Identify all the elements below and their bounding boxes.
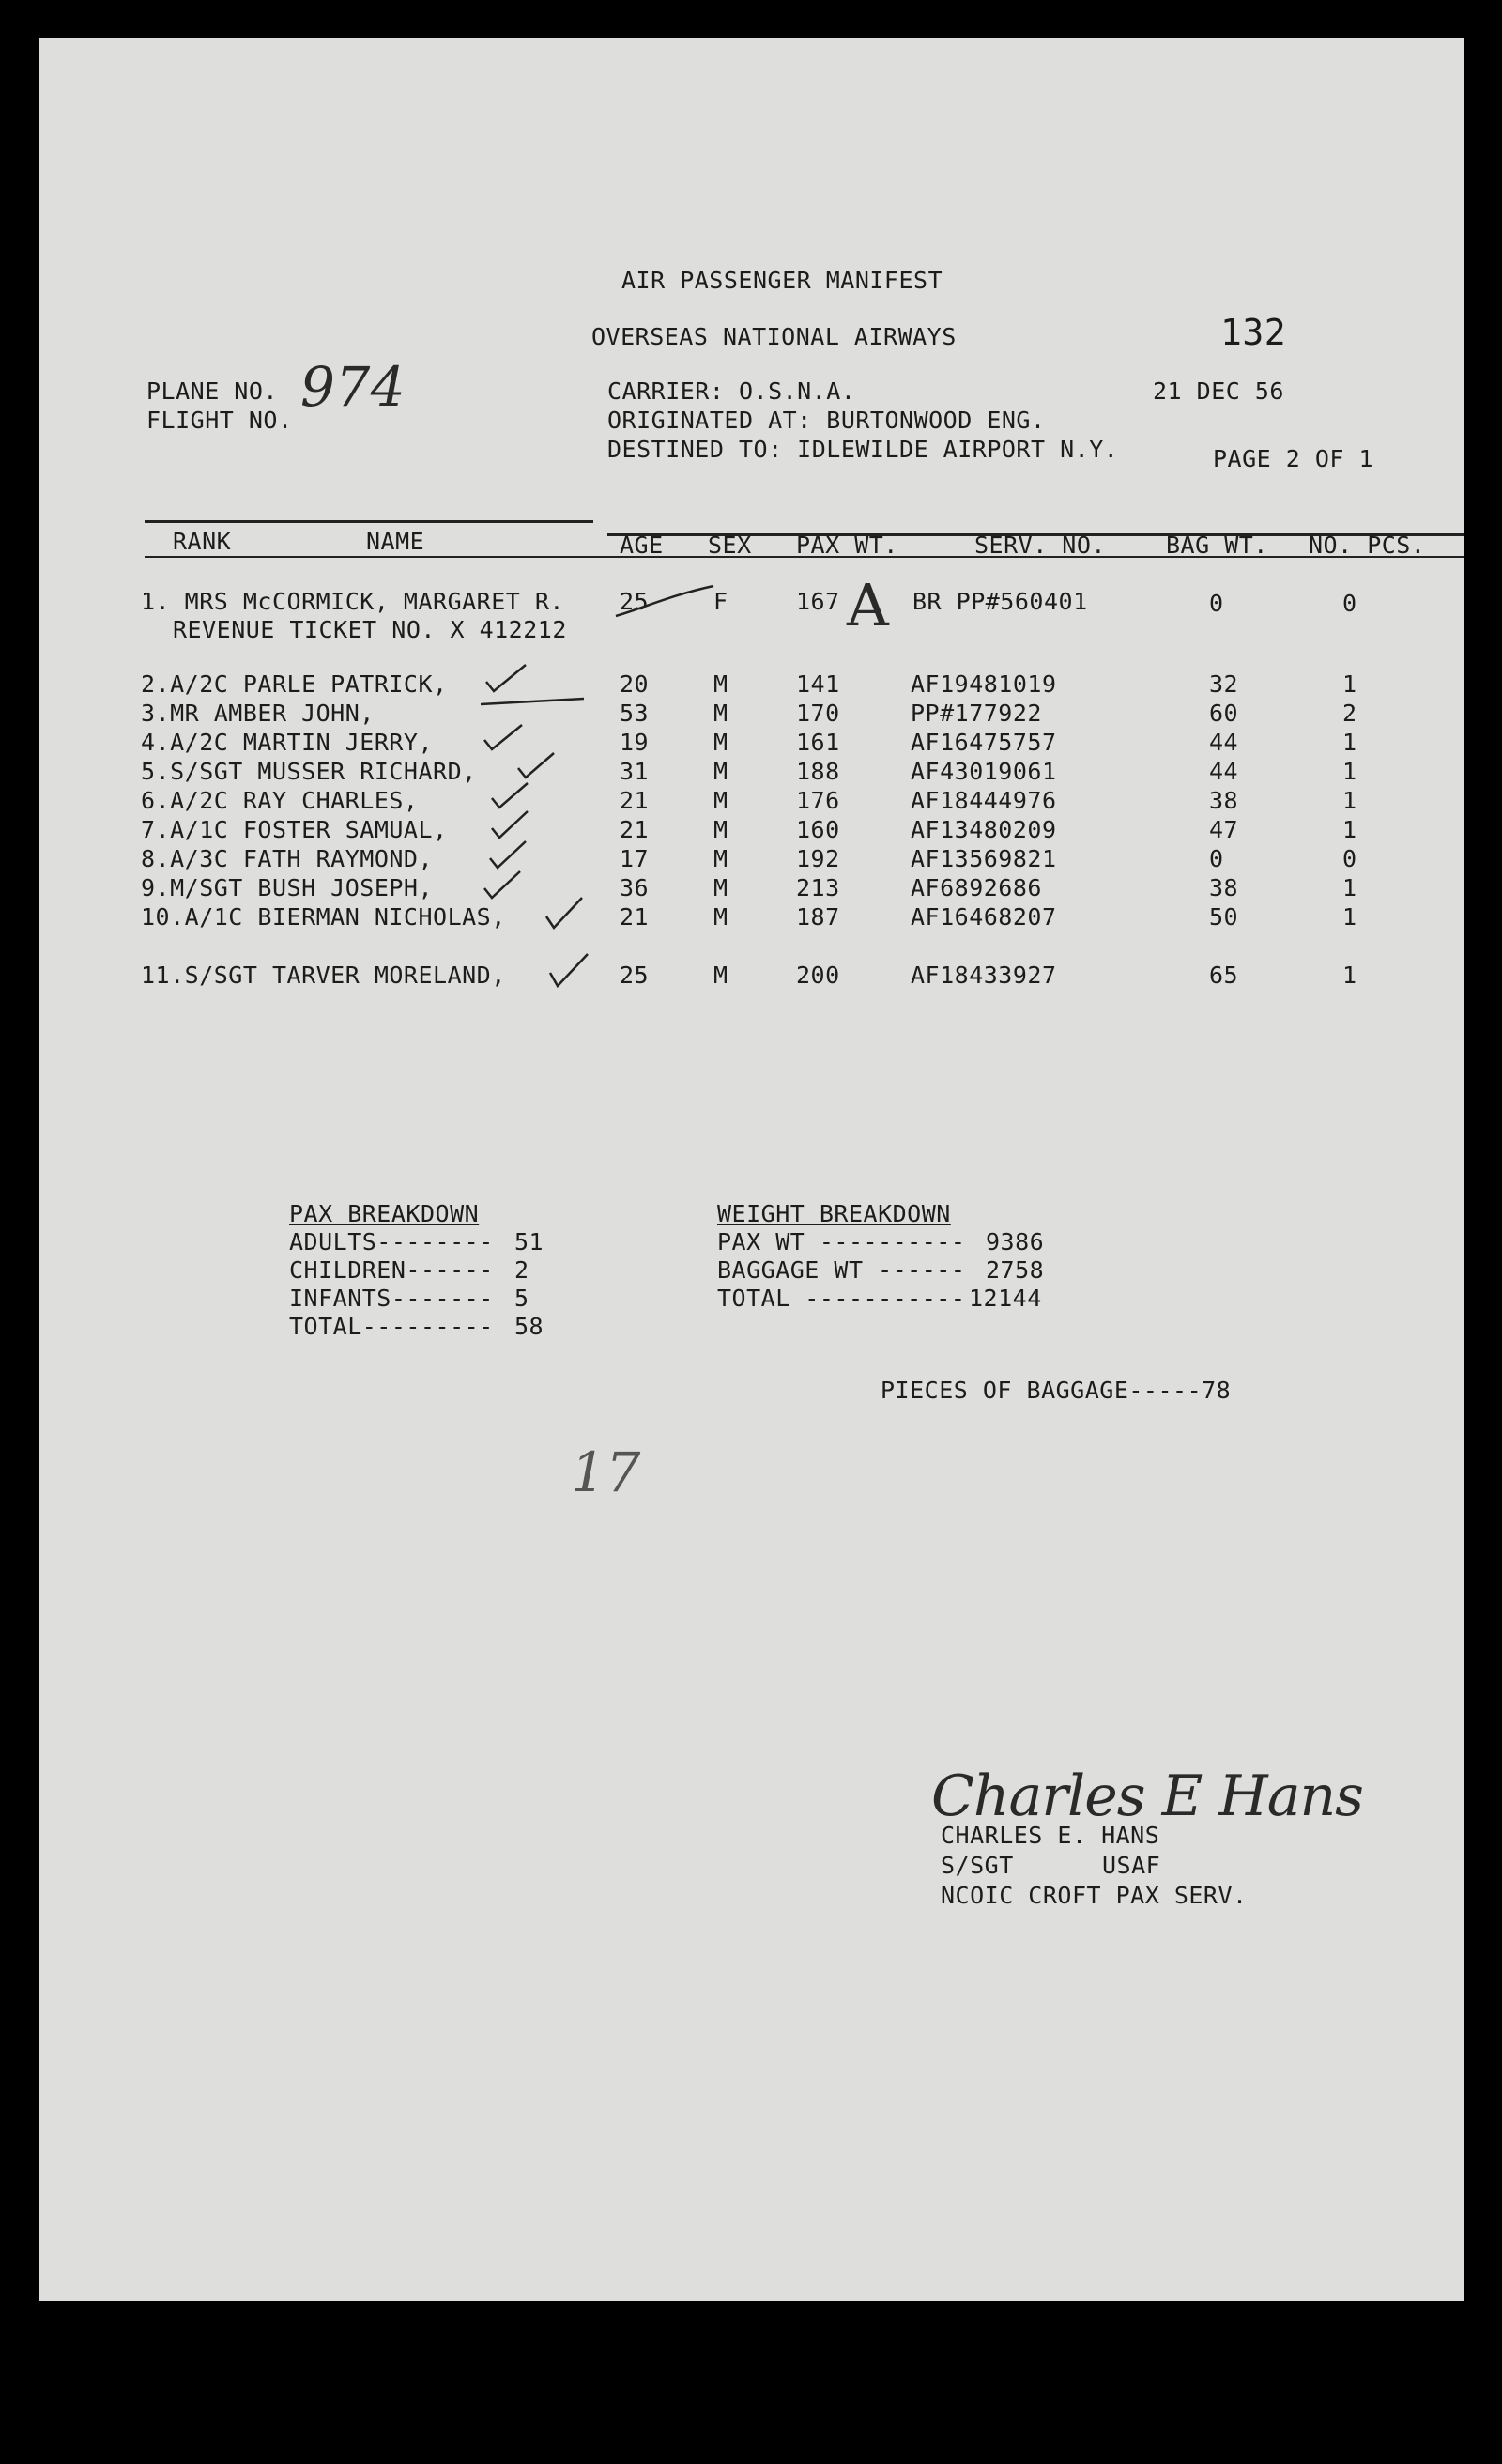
entry-1-pax-wt: 167 (796, 588, 840, 615)
row-age: 25 (620, 962, 650, 989)
row-pax-wt: 187 (796, 903, 840, 931)
row-sex: M (713, 874, 728, 901)
adults-label: ADULTS-------- (289, 1228, 494, 1255)
row-sex: M (713, 962, 728, 989)
row-sex: M (713, 845, 728, 872)
row-name: 7.A/1C FOSTER SAMUAL, (141, 816, 448, 843)
check-marks (481, 657, 593, 1033)
handwritten-note: 17 (571, 1440, 641, 1504)
row-bag-wt: 47 (1209, 816, 1239, 843)
manifest-page (39, 38, 1464, 2301)
signer-rank: S/SGT (941, 1852, 1014, 1879)
row-bag-wt: 32 (1209, 670, 1239, 698)
destination: DESTINED TO: IDLEWILDE AIRPORT N.Y. (607, 436, 1119, 463)
signature-script: Charles E Hans (931, 1763, 1363, 1829)
baggage-weight-label: BAGGAGE WT ------ (717, 1256, 966, 1284)
col-bag-wt: BAG WT. (1166, 531, 1268, 559)
row-serv-no: AF13480209 (911, 816, 1057, 843)
row-sex: M (713, 729, 728, 756)
row-age: 31 (620, 758, 650, 785)
row-bag-wt: 38 (1209, 874, 1239, 901)
row-name: 8.A/3C FATH RAYMOND, (141, 845, 434, 872)
plane-number-handwritten: 974 (300, 355, 406, 419)
row-name: 2.A/2C PARLE PATRICK, (141, 670, 448, 698)
row-pcs: 1 (1342, 874, 1357, 901)
row-age: 17 (620, 845, 650, 872)
entry-1-age: 25 (620, 588, 650, 615)
pax-weight-label: PAX WT ---------- (717, 1228, 966, 1255)
row-sex: M (713, 787, 728, 814)
pax-breakdown-title: PAX BREAKDOWN (289, 1200, 480, 1227)
row-name: 6.A/2C RAY CHARLES, (141, 787, 419, 814)
row-serv-no: AF19481019 (911, 670, 1057, 698)
table-row (141, 845, 1455, 875)
col-serv-no: SERV. NO. (974, 531, 1106, 559)
document-number: 132 (1220, 312, 1287, 353)
row-pax-wt: 170 (796, 700, 840, 727)
row-age: 36 (620, 874, 650, 901)
entry-1-handwritten-mark: A (847, 571, 890, 639)
table-row (141, 962, 1455, 992)
row-bag-wt: 44 (1209, 758, 1239, 785)
entry-1-serv-no: BR PP#560401 (912, 588, 1088, 615)
pax-weight-value: 9386 (986, 1228, 1045, 1255)
row-sex: M (713, 758, 728, 785)
weight-total-label: TOTAL ----------- (717, 1285, 966, 1312)
signer-name: CHARLES E. HANS (941, 1822, 1160, 1849)
row-pax-wt: 200 (796, 962, 840, 989)
row-pcs: 1 (1342, 962, 1357, 989)
row-pcs: 1 (1342, 787, 1357, 814)
row-sex: M (713, 903, 728, 931)
col-sex: SEX (708, 531, 752, 559)
row-serv-no: AF18433927 (911, 962, 1057, 989)
page-number: PAGE 2 OF 1 (1213, 445, 1374, 472)
row-serv-no: AF13569821 (911, 845, 1057, 872)
row-sex: M (713, 670, 728, 698)
table-row (141, 903, 1455, 933)
header-rule-left (145, 520, 593, 523)
row-name: 5.S/SGT MUSSER RICHARD, (141, 758, 477, 785)
carrier: CARRIER: O.S.N.A. (607, 377, 856, 405)
children-label: CHILDREN------ (289, 1256, 494, 1284)
infants-label: INFANTS------- (289, 1285, 494, 1312)
row-serv-no: AF16475757 (911, 729, 1057, 756)
entry-1-name: 1. MRS McCORMICK, MARGARET R. (141, 588, 564, 615)
row-bag-wt: 0 (1209, 845, 1224, 872)
row-age: 21 (620, 816, 650, 843)
col-name: NAME (366, 528, 425, 555)
table-row (141, 758, 1455, 788)
plane-label: PLANE NO. (146, 377, 278, 405)
row-name: 9.M/SGT BUSH JOSEPH, (141, 874, 434, 901)
row-bag-wt: 44 (1209, 729, 1239, 756)
row-sex: M (713, 816, 728, 843)
row-pax-wt: 141 (796, 670, 840, 698)
signer-title: NCOIC CROFT PAX SERV. (941, 1882, 1248, 1909)
table-row (141, 816, 1455, 846)
row-bag-wt: 38 (1209, 787, 1239, 814)
row-pcs: 1 (1342, 729, 1357, 756)
row-pax-wt: 192 (796, 845, 840, 872)
pieces-of-baggage: PIECES OF BAGGAGE-----78 (881, 1377, 1232, 1404)
row-pax-wt: 161 (796, 729, 840, 756)
table-row (141, 787, 1455, 817)
row-pcs: 1 (1342, 816, 1357, 843)
flight-label: FLIGHT NO. (146, 407, 293, 434)
row-pcs: 1 (1342, 903, 1357, 931)
table-row (141, 700, 1455, 730)
weight-breakdown-title: WEIGHT BREAKDOWN (717, 1200, 951, 1227)
entry-1-ticket: REVENUE TICKET NO. X 412212 (173, 616, 567, 643)
row-sex: M (713, 700, 728, 727)
entry-1-pcs: 0 (1342, 590, 1357, 617)
pax-total-value: 58 (514, 1313, 544, 1340)
row-age: 19 (620, 729, 650, 756)
signer-service: USAF (1102, 1852, 1161, 1879)
row-pax-wt: 176 (796, 787, 840, 814)
entry-1-bag-wt: 0 (1209, 590, 1224, 617)
pax-total-label: TOTAL--------- (289, 1313, 494, 1340)
children-value: 2 (514, 1256, 529, 1284)
date: 21 DEC 56 (1153, 377, 1284, 405)
baggage-weight-value: 2758 (986, 1256, 1045, 1284)
row-pcs: 1 (1342, 670, 1357, 698)
row-name: 11.S/SGT TARVER MORELAND, (141, 962, 506, 989)
row-serv-no: AF16468207 (911, 903, 1057, 931)
row-bag-wt: 65 (1209, 962, 1239, 989)
airline-name: OVERSEAS NATIONAL AIRWAYS (591, 323, 957, 350)
row-bag-wt: 60 (1209, 700, 1239, 727)
col-no-pcs: NO. PCS. (1309, 531, 1426, 559)
row-serv-no: PP#177922 (911, 700, 1042, 727)
row-serv-no: AF18444976 (911, 787, 1057, 814)
row-age: 21 (620, 903, 650, 931)
entry-1-sex: F (713, 588, 728, 615)
row-age: 53 (620, 700, 650, 727)
row-pcs: 2 (1342, 700, 1357, 727)
row-pcs: 0 (1342, 845, 1357, 872)
col-age: AGE (620, 531, 664, 559)
row-pax-wt: 188 (796, 758, 840, 785)
row-age: 20 (620, 670, 650, 698)
weight-total-value: 12144 (969, 1285, 1042, 1312)
infants-value: 5 (514, 1285, 529, 1312)
row-pcs: 1 (1342, 758, 1357, 785)
row-bag-wt: 50 (1209, 903, 1239, 931)
row-name: 10.A/1C BIERMAN NICHOLAS, (141, 903, 506, 931)
col-pax-wt: PAX WT. (796, 531, 898, 559)
row-name: 4.A/2C MARTIN JERRY, (141, 729, 434, 756)
table-row (141, 670, 1455, 701)
table-row (141, 729, 1455, 759)
strike-mark (614, 582, 717, 622)
adults-value: 51 (514, 1228, 544, 1255)
row-serv-no: AF43019061 (911, 758, 1057, 785)
row-age: 21 (620, 787, 650, 814)
row-pax-wt: 213 (796, 874, 840, 901)
document-title: AIR PASSENGER MANIFEST (621, 267, 943, 294)
row-serv-no: AF6892686 (911, 874, 1042, 901)
col-rank: RANK (173, 528, 232, 555)
origin: ORIGINATED AT: BURTONWOOD ENG. (607, 407, 1046, 434)
row-pax-wt: 160 (796, 816, 840, 843)
row-name: 3.MR AMBER JOHN, (141, 700, 375, 727)
table-row (141, 874, 1455, 904)
